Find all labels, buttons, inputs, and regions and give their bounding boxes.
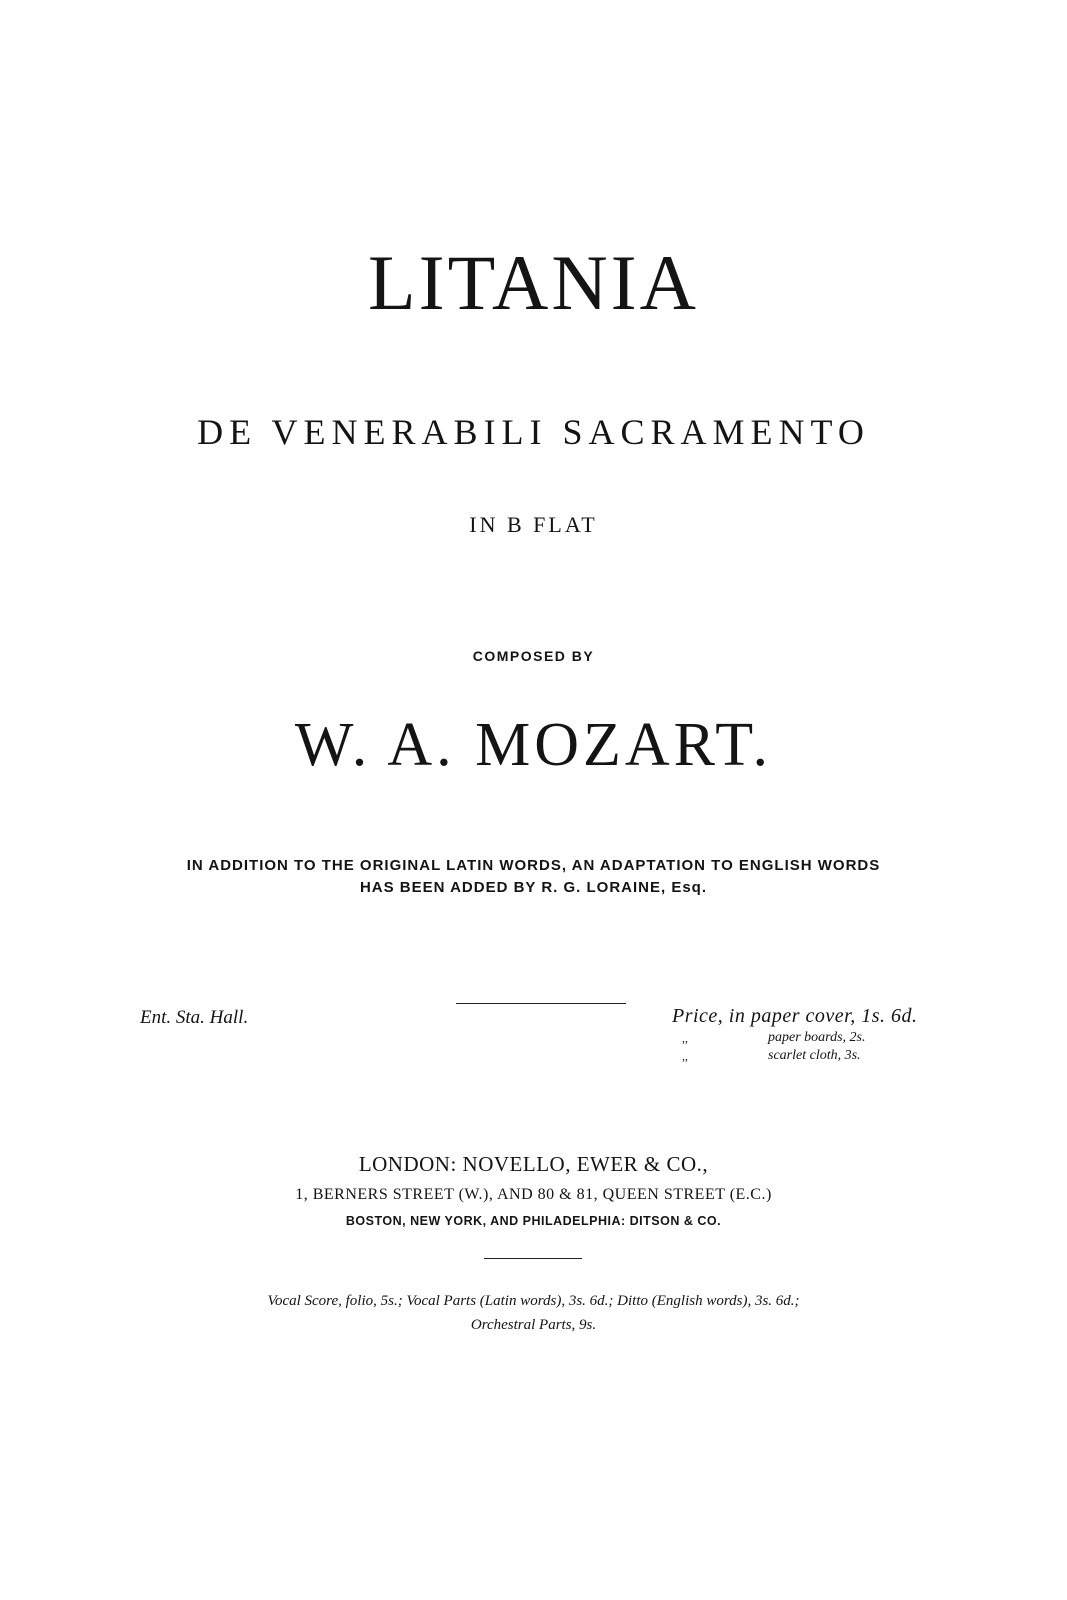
- price-item-text: paper boards, 2s.: [768, 1030, 866, 1045]
- composed-by-label: COMPOSED BY: [472, 648, 595, 664]
- key-signature: IN B FLAT: [469, 512, 598, 537]
- price-list: [672, 1003, 972, 1065]
- publisher-address: 1, BERNERS STREET (W.), AND 80 & 81, QUEEN STREET (E.C.): [295, 1186, 772, 1203]
- adaptation-note-line-1: IN ADDITION TO THE ORIGINAL LATIN WORDS, AN ADAPTATION TO ENGLISH WORDS: [186, 857, 881, 874]
- price-item: [672, 1047, 972, 1065]
- publisher-name: LONDON: NOVELLO, EWER & CO.,: [358, 1152, 709, 1176]
- editions-list: Vocal Score, folio, 5s.; Vocal Parts (Latin words), 3s. 6d.; Ditto (English words), 3s. 6d.;: [267, 1293, 800, 1309]
- adaptation-note: [0, 855, 1067, 899]
- price-main: Price, in paper cover, 1s. 6d.: [672, 1005, 918, 1027]
- publisher-agents: BOSTON, NEW YORK, AND PHILADELPHIA: DITSON & CO.: [345, 1214, 722, 1228]
- divider-rule: [484, 1258, 582, 1259]
- ditto-mark: ,,: [682, 1031, 688, 1045]
- orchestral-parts: Orchestral Parts, 9s.: [470, 1317, 597, 1333]
- price-item-text: scarlet cloth, 3s.: [768, 1048, 861, 1063]
- adaptation-note-line-2: HAS BEEN ADDED BY R. G. LORAINE, Esq.: [359, 879, 708, 896]
- ditto-mark: ,,: [682, 1049, 688, 1063]
- entry-notice: Ent. Sta. Hall.: [140, 1007, 249, 1028]
- composer-name: W. A. MOZART.: [294, 711, 773, 779]
- price-item: [672, 1029, 972, 1047]
- subtitle: DE VENERABILI SACRAMENTO: [197, 412, 870, 452]
- page-title: LITANIA: [368, 239, 699, 326]
- divider-rule: [456, 1003, 626, 1004]
